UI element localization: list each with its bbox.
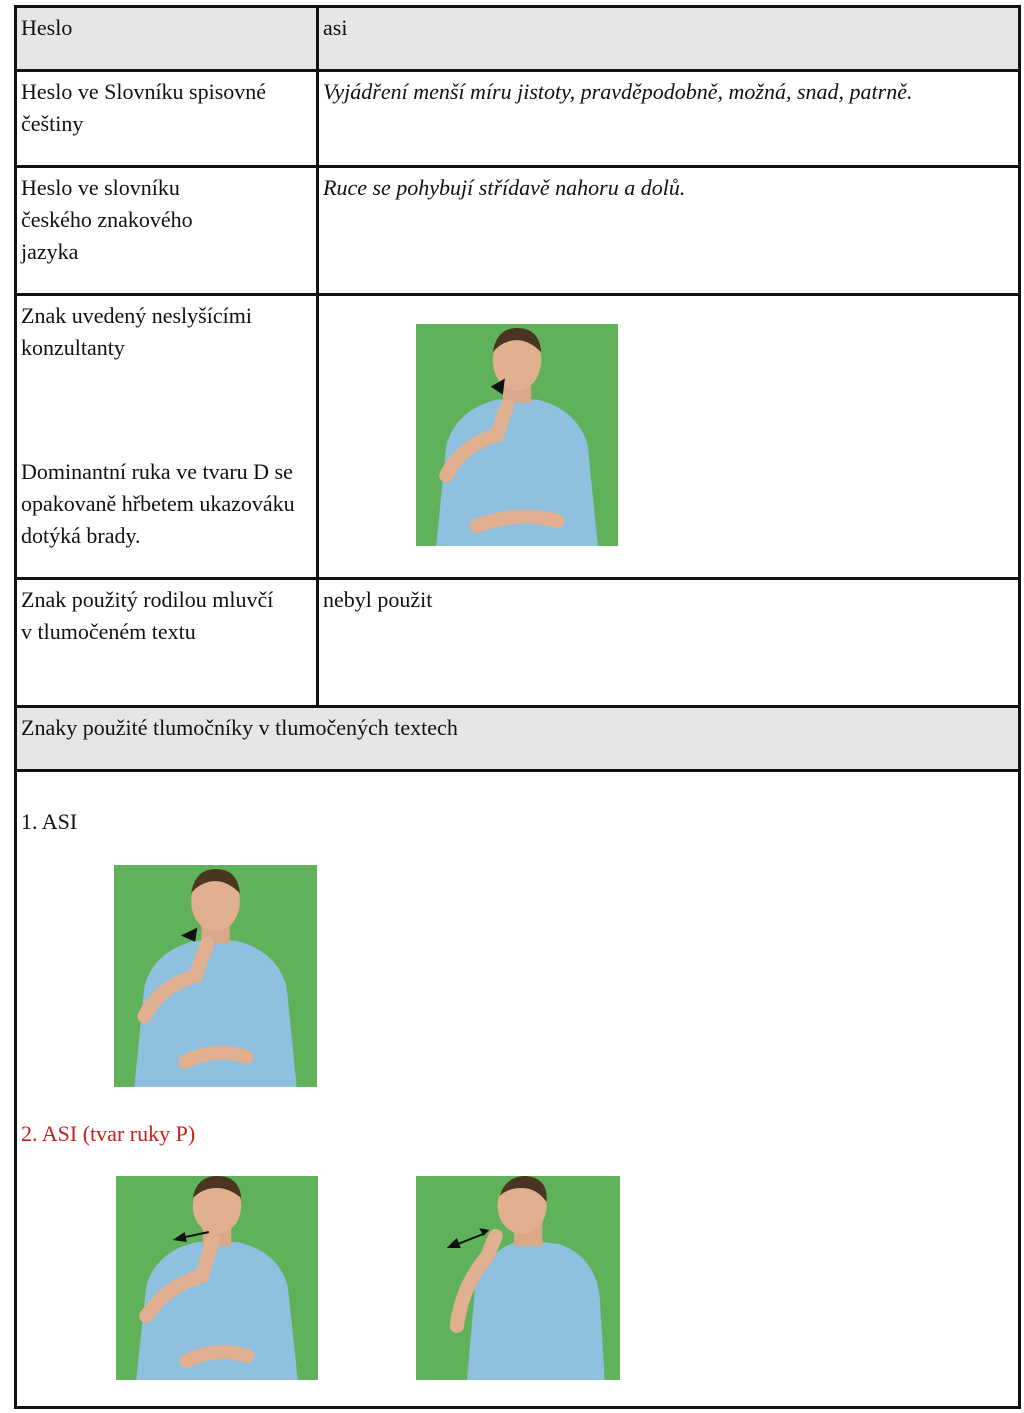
rodily-label-cell bbox=[14, 577, 319, 708]
konzultanti-description: Dominantní ruka ve tvaru D se opakovaně hřbetem ukazováku dotýká brady. bbox=[21, 459, 295, 548]
heslo-label-cell bbox=[14, 5, 319, 72]
heslo-label: Heslo bbox=[21, 15, 73, 40]
ssc-definition: Vyjádření menší míru jistoty, pravděpodobně, možná, snad, patrně. bbox=[323, 79, 913, 104]
konzultanti-label: Znak uvedený neslyšícími konzultanty bbox=[21, 303, 252, 360]
rodily-value: nebyl použit bbox=[323, 587, 433, 612]
konzultanti-label-cell bbox=[14, 293, 319, 580]
sign-1-label: 1. ASI bbox=[21, 809, 78, 834]
ssc-label: Heslo ve Slovníku spisovné češtiny bbox=[21, 79, 267, 136]
czj-value-cell bbox=[316, 165, 1021, 296]
czj-label: Heslo ve slovníku českého znakového jazyka bbox=[21, 175, 193, 264]
ssc-label-cell bbox=[14, 69, 319, 168]
heslo-value: asi bbox=[323, 15, 348, 40]
konzultanti-sign-photo bbox=[416, 324, 618, 546]
czj-label-cell bbox=[14, 165, 319, 296]
ssc-value-cell bbox=[316, 69, 1021, 168]
section-title: Znaky použité tlumočníky v tlumočených textech bbox=[21, 715, 458, 740]
section-header-cell bbox=[14, 705, 1021, 772]
rodily-label: Znak použitý rodilou mluvčí v tlumočeném textu bbox=[21, 587, 274, 644]
sign-2-photo-front bbox=[116, 1176, 318, 1380]
czj-description: Ruce se pohybují střídavě nahoru a dolů. bbox=[323, 175, 686, 200]
rodily-value-cell bbox=[316, 577, 1021, 708]
sign-2-photo-side bbox=[416, 1176, 620, 1380]
sign-1-photo bbox=[114, 865, 317, 1087]
heslo-value-cell bbox=[316, 5, 1021, 72]
sign-2-label: 2. ASI (tvar ruky P) bbox=[21, 1121, 196, 1146]
